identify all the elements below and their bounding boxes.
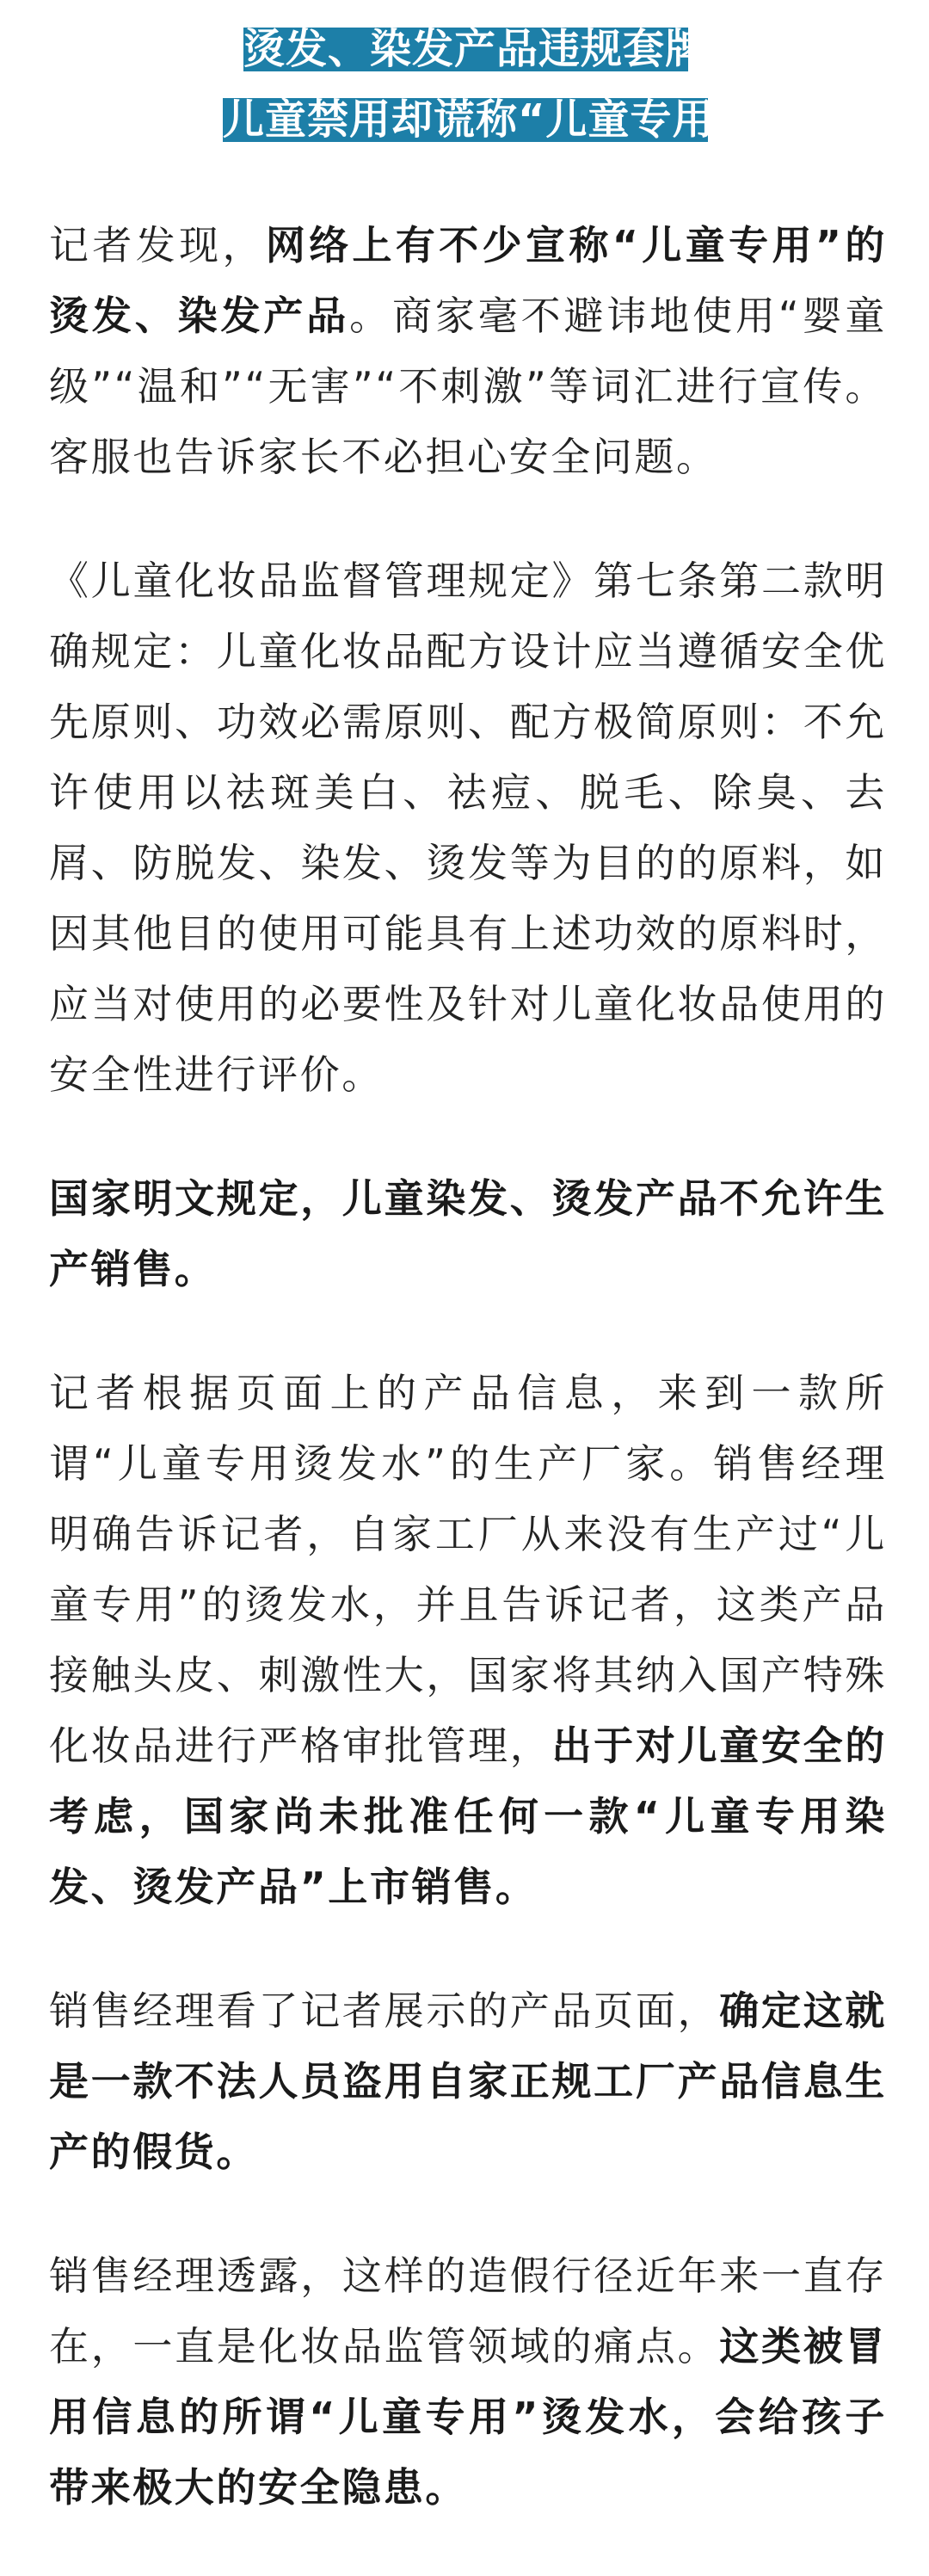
- text: 记者根据页面上的产品信息，来到一款所谓“儿童专用烫发水”的生产厂家。销售经理明确告诉记者，自家工厂从来没有生产过“儿童专用”的烫发水，并且告诉记者，这类产品接触头皮、刺激性大，国家将其纳入国产特殊化妆品进行严格审批管理，: [49, 1370, 887, 1769]
- article-body: [49, 210, 887, 2576]
- text: 记者发现，: [49, 222, 266, 268]
- text: 销售经理看了记者展示的产品页面，: [49, 1987, 720, 2034]
- section-title-line-2: 儿童禁用却谎称“儿童专用”: [223, 96, 743, 144]
- bold-text: 网络上有不少宣称“儿童专用”的烫发、染发产品: [49, 222, 888, 339]
- paragraph-1: [49, 210, 887, 492]
- bold-text: 这类被冒用信息的所谓“儿童专用”烫发水，会给孩子带来极大的安全隐患。: [49, 2323, 887, 2511]
- bold-text: 国家明文规定，儿童染发、烫发产品不允许生产销售。: [49, 1175, 887, 1292]
- bold-text: 出于对儿童安全的考虑，国家尚未批准任何一款“儿童专用染发、烫发产品”上市销售。: [49, 1722, 887, 1910]
- section-title-line-1: 烫发、染发产品违规套牌: [243, 25, 708, 73]
- paragraph-6: [49, 2240, 887, 2523]
- paragraph-2: [49, 545, 887, 1110]
- text: 。商家毫不避讳地使用“婴童级”“温和”“无害”“不刺激”等词汇进行宣传。客服也告诉家长不必担心安全问题。: [49, 293, 887, 480]
- paragraph-4: [49, 1358, 887, 1922]
- paragraph-3: [49, 1163, 887, 1304]
- bold-text: 确定这就是一款不法人员盗用自家正规工厂产品信息生产的假货。: [49, 1987, 887, 2175]
- text: 销售经理透露，这样的造假行径近年来一直存在，一直是化妆品监管领域的痛点。: [49, 2252, 887, 2370]
- text: 《儿童化妆品监督管理规定》第七条第二款明确规定：儿童化妆品配方设计应当遵循安全优先原则、功效必需原则、配方极简原则：不允许使用以祛斑美白、祛痘、脱毛、除臭、去屑、防脱发、染发、烫发等为目的的原料，如因其他目的使用可能具有上述功效的原料时，应当对使用的必要性及针对儿童化妆品使用的安全性进行评价。: [49, 558, 887, 1098]
- paragraph-5: [49, 1975, 887, 2187]
